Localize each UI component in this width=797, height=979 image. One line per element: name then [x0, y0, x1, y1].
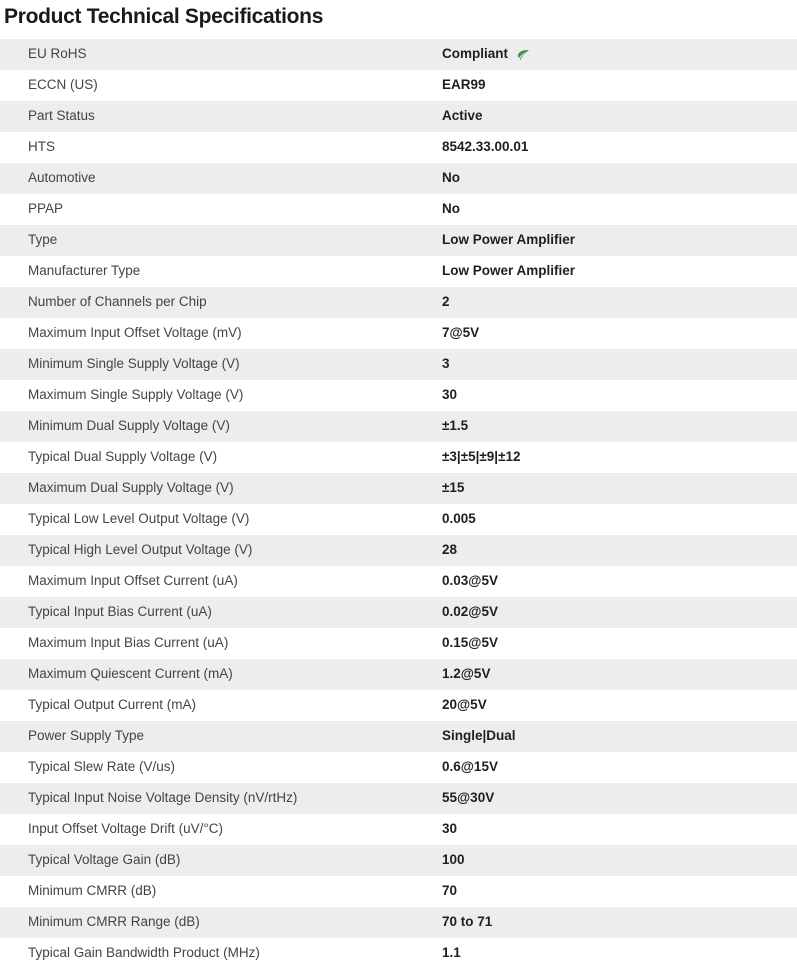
spec-value: 70 to 71 [442, 914, 493, 930]
table-row [0, 938, 797, 969]
spec-value-wrap [442, 542, 797, 559]
spec-value-wrap [442, 573, 797, 590]
spec-value-wrap [442, 790, 797, 807]
table-row [0, 287, 797, 318]
spec-value-cell [414, 380, 797, 411]
table-row [0, 39, 797, 70]
spec-value-wrap [442, 883, 797, 900]
table-row [0, 535, 797, 566]
spec-label: Maximum Input Offset Current (uA) [0, 566, 414, 597]
spec-value-cell [414, 876, 797, 907]
spec-label: Typical Dual Supply Voltage (V) [0, 442, 414, 473]
spec-value: Single|Dual [442, 728, 516, 744]
leaf-icon [516, 49, 530, 62]
spec-value-cell [414, 70, 797, 101]
spec-label: Typical High Level Output Voltage (V) [0, 535, 414, 566]
table-row [0, 225, 797, 256]
spec-value-cell [414, 318, 797, 349]
table-row [0, 845, 797, 876]
spec-label: Maximum Dual Supply Voltage (V) [0, 473, 414, 504]
spec-value-cell [414, 938, 797, 969]
table-row [0, 411, 797, 442]
spec-value-cell [414, 504, 797, 535]
spec-label: Minimum CMRR Range (dB) [0, 907, 414, 938]
spec-value: ±15 [442, 480, 465, 496]
spec-value-wrap [442, 511, 797, 528]
spec-label: ECCN (US) [0, 70, 414, 101]
table-row [0, 70, 797, 101]
spec-value-wrap [442, 480, 797, 497]
spec-value-cell [414, 39, 797, 70]
spec-label: Typical Input Bias Current (uA) [0, 597, 414, 628]
spec-label: Manufacturer Type [0, 256, 414, 287]
specifications-table [0, 39, 797, 969]
table-row [0, 349, 797, 380]
spec-value-cell [414, 194, 797, 225]
spec-value-cell [414, 783, 797, 814]
spec-label: Typical Voltage Gain (dB) [0, 845, 414, 876]
spec-value: 30 [442, 387, 458, 403]
table-row [0, 752, 797, 783]
spec-value: 30 [442, 821, 458, 837]
spec-value-cell [414, 597, 797, 628]
spec-value-cell [414, 132, 797, 163]
spec-label: Typical Gain Bandwidth Product (MHz) [0, 938, 414, 969]
spec-value-wrap [442, 294, 797, 311]
spec-value-wrap [442, 449, 797, 466]
spec-value-wrap [442, 108, 797, 125]
spec-value: 55@30V [442, 790, 495, 806]
spec-value-wrap [442, 666, 797, 683]
spec-value: Low Power Amplifier [442, 263, 576, 279]
spec-value: 70 [442, 883, 458, 899]
table-row [0, 566, 797, 597]
spec-value-wrap [442, 604, 797, 621]
spec-label: Typical Low Level Output Voltage (V) [0, 504, 414, 535]
spec-value: 1.1 [442, 945, 461, 961]
spec-value-wrap [442, 914, 797, 931]
spec-value-cell [414, 256, 797, 287]
table-row [0, 256, 797, 287]
spec-value-cell [414, 101, 797, 132]
table-row [0, 907, 797, 938]
spec-value: 100 [442, 852, 465, 868]
spec-label: Number of Channels per Chip [0, 287, 414, 318]
table-row [0, 380, 797, 411]
spec-label: Minimum Dual Supply Voltage (V) [0, 411, 414, 442]
spec-label: Maximum Input Offset Voltage (mV) [0, 318, 414, 349]
spec-value-wrap [442, 232, 797, 249]
page-title: Product Technical Specifications [4, 5, 324, 28]
spec-value: 0.03@5V [442, 573, 498, 589]
spec-value: 20@5V [442, 697, 487, 713]
table-row [0, 783, 797, 814]
spec-value-cell [414, 163, 797, 194]
spec-value: Active [442, 108, 483, 124]
spec-label: Input Offset Voltage Drift (uV/°C) [0, 814, 414, 845]
spec-label: Maximum Quiescent Current (mA) [0, 659, 414, 690]
spec-value: No [442, 201, 460, 217]
table-row [0, 876, 797, 907]
spec-value: 7@5V [442, 325, 480, 341]
spec-value-wrap [442, 170, 797, 187]
spec-value-cell [414, 225, 797, 256]
table-row [0, 132, 797, 163]
spec-value-wrap [442, 77, 797, 94]
spec-value: Low Power Amplifier [442, 232, 576, 248]
spec-label: Typical Slew Rate (V/us) [0, 752, 414, 783]
spec-value-wrap [442, 821, 797, 838]
spec-value: 8542.33.00.01 [442, 139, 529, 155]
spec-value-cell [414, 566, 797, 597]
spec-value: 0.15@5V [442, 635, 498, 651]
spec-value: 0.6@15V [442, 759, 498, 775]
table-row [0, 721, 797, 752]
spec-label: Typical Input Noise Voltage Density (nV/rtHz) [0, 783, 414, 814]
spec-value-cell [414, 814, 797, 845]
spec-label: Typical Output Current (mA) [0, 690, 414, 721]
spec-value-cell [414, 752, 797, 783]
table-row [0, 690, 797, 721]
table-row [0, 194, 797, 225]
specifications-table-body [0, 39, 797, 969]
spec-value: 0.02@5V [442, 604, 498, 620]
spec-label: Type [0, 225, 414, 256]
spec-value-wrap [442, 325, 797, 342]
spec-label: EU RoHS [0, 39, 414, 70]
spec-value-cell [414, 721, 797, 752]
spec-value-cell [414, 411, 797, 442]
table-row [0, 318, 797, 349]
spec-label: PPAP [0, 194, 414, 225]
spec-label: Part Status [0, 101, 414, 132]
spec-value-wrap [442, 139, 797, 156]
spec-label: HTS [0, 132, 414, 163]
spec-label: Minimum Single Supply Voltage (V) [0, 349, 414, 380]
spec-label: Power Supply Type [0, 721, 414, 752]
spec-value-wrap [442, 759, 797, 776]
spec-value-wrap [442, 201, 797, 218]
spec-label: Minimum CMRR (dB) [0, 876, 414, 907]
spec-value-cell [414, 659, 797, 690]
spec-value: 1.2@5V [442, 666, 491, 682]
spec-value: ±1.5 [442, 418, 469, 434]
spec-value-cell [414, 907, 797, 938]
table-row [0, 814, 797, 845]
table-row [0, 101, 797, 132]
spec-value: 0.005 [442, 511, 476, 527]
spec-value: No [442, 170, 460, 186]
spec-value-wrap [442, 945, 797, 962]
spec-label: Automotive [0, 163, 414, 194]
spec-value-wrap [442, 387, 797, 404]
spec-value-cell [414, 473, 797, 504]
spec-value-wrap [442, 46, 797, 63]
spec-value: 2 [442, 294, 450, 310]
spec-value-cell [414, 442, 797, 473]
spec-value-wrap [442, 635, 797, 652]
table-row [0, 628, 797, 659]
spec-label: Maximum Single Supply Voltage (V) [0, 380, 414, 411]
spec-value: ±3|±5|±9|±12 [442, 449, 521, 465]
spec-value-wrap [442, 728, 797, 745]
spec-label: Maximum Input Bias Current (uA) [0, 628, 414, 659]
table-row [0, 163, 797, 194]
table-row [0, 473, 797, 504]
spec-value-cell [414, 690, 797, 721]
spec-value: 28 [442, 542, 458, 558]
spec-value-wrap [442, 852, 797, 869]
spec-value-wrap [442, 418, 797, 435]
spec-value-cell [414, 628, 797, 659]
spec-value-wrap [442, 356, 797, 373]
spec-value: 3 [442, 356, 450, 372]
table-row [0, 442, 797, 473]
spec-value-wrap [442, 697, 797, 714]
spec-value-cell [414, 845, 797, 876]
spec-value: Compliant [442, 46, 508, 62]
table-row [0, 597, 797, 628]
table-row [0, 659, 797, 690]
spec-value-cell [414, 287, 797, 318]
table-row [0, 504, 797, 535]
spec-value-cell [414, 535, 797, 566]
spec-value-wrap [442, 263, 797, 280]
spec-value-cell [414, 349, 797, 380]
spec-value: EAR99 [442, 77, 486, 93]
